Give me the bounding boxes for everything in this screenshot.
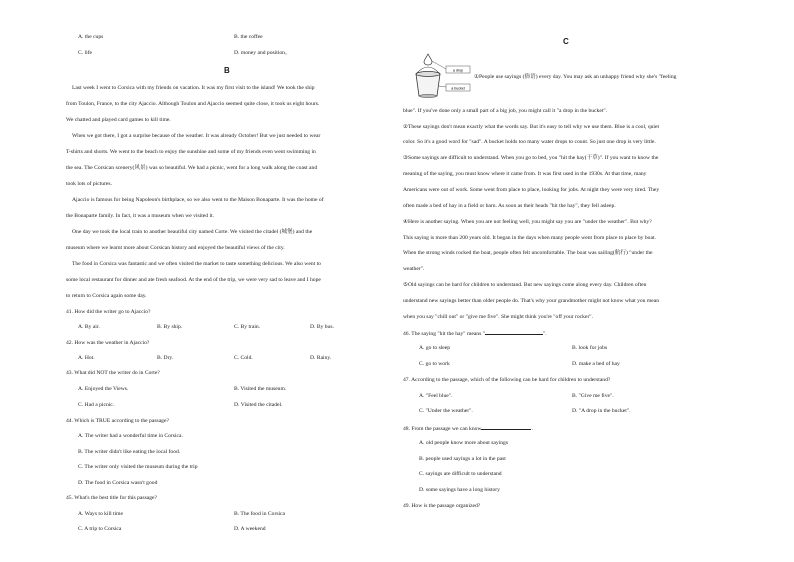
q42-option-b: B. Dry. [157,355,174,361]
q46-option-d: D. make a bed of hay [572,361,620,367]
passage-b-line: from Toulon, France, to the city Ajaccio. Although Toulon and Ajaccio seemed quite close, it took us eight hours. [66,101,320,107]
q44-option-a: A. The writer had a wonderful time in Corsica. [78,433,183,439]
passage-c-line: when you say "chill out" or "give me five". She might think you're "off your rocker". [403,314,593,320]
label-a-drop: a drop [452,68,464,73]
right-column [403,0,738,562]
question-41: 41. How did the writer go to Ajaccio? [66,309,151,315]
question-46: 46. The saying "hit the hay" means " ". [403,331,547,337]
q41-option-a: A. By air. [78,324,100,330]
passage-c-line: ⑤Old sayings can be hard for children to understand. But new sayings come along every day. Children often [403,282,647,288]
passage-c-line: understand new sayings better than older people do. That's why your grandmother might not know what you mean [403,298,659,304]
q43-option-d: D. Visited the citadel. [234,402,283,408]
passage-b-line: Ajaccio is famous for being Napoleon's birthplace, so we also went to the Maison Bonaparte. It was the home of [72,197,324,203]
q46-option-b: B. look for jobs [572,345,608,351]
q46-option-a: A. go to sleep [419,345,451,351]
q44-option-b: B. The writer didn't like eating the local food. [78,449,181,455]
question-47: 47. According to the passage, which of the following can be hard for children to understand? [403,377,611,383]
question-44: 44. Which is TRUE according to the passage? [66,418,169,424]
passage-c-line: often made a bed of hay in a field or barn. As soon as their heads "hit the hay", they fell asleep. [403,203,616,209]
q48-option-b: B. people used sayings a lot in the past [419,456,506,462]
passage-c-line: ④Here is another saying. When you are not feeling well, you might say you are "under the weather". But why? [403,219,652,225]
passage-b-line: T-shirts and shorts. We went to the beach to enjoy the sunshine and some of my friends even went swimming in [66,149,316,155]
q41-option-b: B. By ship. [157,324,183,330]
passage-b-line: the Bonaparte family. In fact, it was a museum when we visited it. [66,213,214,219]
question-48: 48. From the passage we can know . [403,426,533,432]
q44-option-d: D. The food in Corsica wasn't good [78,480,158,486]
passage-c-line: meaning of the saying, you must know where it came from. It was first used in the 1930s. At that time, many [403,171,647,177]
passage-b-line: The food in Corsica was fantastic and we often visited the market to taste something delicious. We also went to [72,261,321,267]
q47-option-d: D. "A drop in the bucket". [572,408,631,414]
q43-option-b: B. Visited the museum. [234,386,287,392]
passage-c-line: color. So it's a good word for "sad". A bucket holds too many water drops to count. So just one drop is very little. [403,139,656,145]
question-49: 49. How is the passage organized? [403,503,481,509]
q48-option-d: D. some sayings have a long history [419,487,500,493]
passage-c-line: Americans were out of work. Some went from place to place, looking for jobs. At night they were very tired. They [403,187,660,193]
passage-b-line: museum where we learnt more about Corsican history and enjoyed the beautiful views of the city. [66,245,285,251]
passage-b-line: took lots of pictures. [66,181,112,187]
passage-c-line: ②These sayings don't mean exactly what the words say. But it's easy to tell why we use them. Blue is a cool, quiet [403,124,660,130]
q44-option-c: C. The writer only visited the museum during the trip [78,464,198,470]
q45-option-d: D. A weekend [234,526,266,532]
passage-b-line: to return to Corsica again some day. [66,293,147,299]
passage-b-line: When we got there, I got a surprise because of the weather. It was already October! But we just needed to wear [72,133,321,139]
answer-blank [481,424,531,430]
label-a-bucket: a bucket [451,86,465,91]
q45-option-b: B. The food in Corsica [234,511,286,517]
passage-c-line: ③Some sayings are difficult to understand. When you go to bed, you "hit the hay(干草)". If you want to know the [403,155,659,161]
question-43: 43. What did NOT the writer do in Corte? [66,370,160,376]
q42-option-d: D. Rainy. [310,355,332,361]
q46-option-c: C. go to work [419,361,450,367]
section-title-b: B [224,66,230,75]
section-title-c: C [563,37,569,46]
q41-option-c: C. By train. [234,324,261,330]
q42-option-c: C. Cold. [234,355,253,361]
option-b: B. the coffee [234,34,263,40]
q41-option-d: D. By bus. [310,324,334,330]
answer-blank [485,329,543,335]
q47-option-b: B. "Give me five". [572,393,614,399]
passage-b-line: Last week I went to Corsica with my friends on vacation. It was my first visit to the island! We took the ship [72,85,315,91]
option-c: C. life [78,50,92,56]
q42-option-a: A. Hot. [78,355,95,361]
question-42: 42. How was the weather in Ajaccio? [66,340,150,346]
question-45: 45. What's the best title for this passage? [66,495,158,501]
passage-c-line: blue". If you've done only a small part of a big job, you might call it "a drop in the bucket". [403,108,608,114]
passage-b-line: some local restaurant for dinner and ate fresh seafood. At the end of the trip, we were very sad to leave and I hope [66,277,321,283]
passage-c-line: When the strong winds rocked the boat, people often felt uncomfortable. The boat was sailing(航行) "under the [403,250,653,256]
passage-b-line: One day we took the local train to another beautiful city named Corte. We visited the citadel (城堡) and the [72,229,313,235]
q43-option-c: C. Had a picnic. [78,402,115,408]
q48-option-c: C. sayings are difficult to understand [419,471,502,477]
passage-c-line: weather". [403,266,425,272]
passage-c-line: This saying is more than 200 years old. It began in the days when many people went from place to place by boat. [403,235,656,241]
q45-option-a: A. Ways to kill time [78,511,123,517]
q43-option-a: A. Enjoyed the Views. [78,386,129,392]
passage-c-line: ①People use sayings (俗语) every day. You may ask an unhappy friend why she's "feeling [474,74,677,80]
passage-b-line: the sea. The Corsican scenery(风景) was so beautiful. We had a picnic, went for a long walk along the coast and [66,165,318,171]
passage-b-line: We chatted and played card games to kill time. [66,117,171,123]
q48-option-a: A. old people know more about sayings [419,440,509,446]
q47-option-a: A. "Feel blue". [419,393,453,399]
option-d: D. money and position。 [234,50,291,56]
q47-option-c: C. "Under the weather". [419,408,473,414]
option-a: A. the cups [78,34,104,40]
q45-option-c: C. A trip to Corsica [78,526,122,532]
